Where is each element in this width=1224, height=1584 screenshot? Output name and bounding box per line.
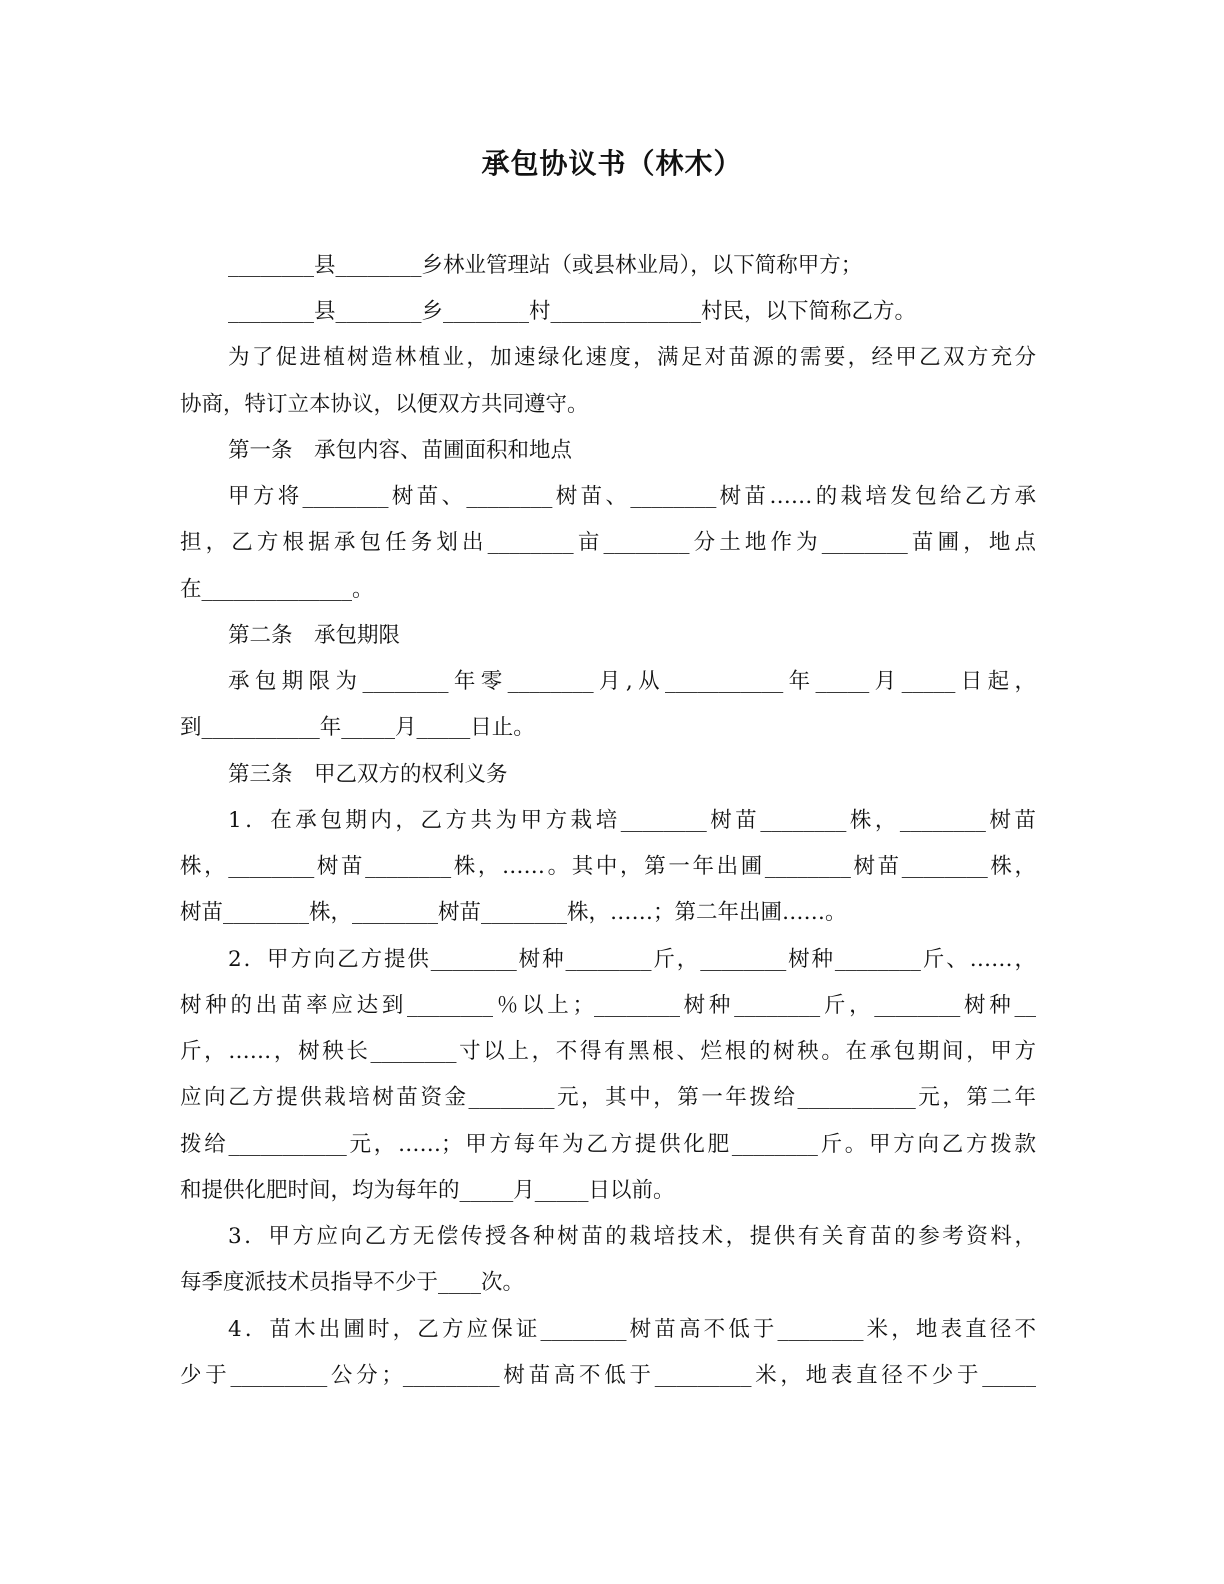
article-1-heading [228, 435, 572, 467]
text-line: 4．苗木出圃时，乙方应保证________树苗高不低于________米，地表直径不 [228, 1317, 1036, 1342]
text-line: 每季度派技术员指导不少于____次。 [180, 1270, 525, 1295]
text-line: 在______________。 [180, 577, 374, 602]
clause-1-line [180, 851, 1036, 883]
clause-2-line [180, 1175, 675, 1207]
article-1-line [228, 481, 1036, 513]
article-2-heading [228, 620, 400, 652]
party-b-line [228, 296, 916, 328]
text-line: 第一条 承包内容、苗圃面积和地点 [228, 438, 573, 463]
text-line: 承包期限为________年零________月,从___________年_____月_____日起， [228, 669, 1036, 694]
text-line: 甲方将________树苗、________树苗、________树苗……的栽培发包给乙方承 [228, 484, 1036, 509]
text-line: 1．在承包期内，乙方共为甲方栽培________树苗________株，________树苗 [228, 808, 1036, 833]
text-line: 2．甲方向乙方提供________树种________斤，________树种________斤、……， [228, 947, 1036, 972]
preamble-line [180, 389, 589, 421]
clause-2-line [228, 944, 1036, 976]
preamble-line [228, 342, 1036, 374]
text-line: 协商，特订立本协议，以便双方共同遵守。 [180, 392, 589, 417]
clause-2-line [180, 1129, 1036, 1161]
text-line: 株，________树苗________株，……。其中，第一年出圃________树苗________株， [180, 854, 1036, 879]
text-line: 到___________年_____月_____日止。 [180, 715, 535, 740]
clause-2-line [180, 1082, 1036, 1114]
party-a-line [228, 250, 862, 282]
text-line: 和提供化肥时间，均为每年的_____月_____日以前。 [180, 1178, 675, 1203]
text-line: 为了促进植树造林植业，加速绿化速度，满足对苗源的需要，经甲乙双方充分 [228, 345, 1036, 370]
clause-2-line [180, 1036, 1036, 1068]
document-title: 承包协议书（林木） [481, 147, 743, 180]
text-line: 第三条 甲乙双方的权利义务 [228, 762, 508, 787]
clause-3-line [228, 1221, 1036, 1253]
article-1-line [180, 574, 374, 606]
clause-2-line [180, 990, 1036, 1022]
text-line: 树苗________株，________树苗________株，……；第二年出圃……。 [180, 900, 847, 925]
text-line: 斤，……，树秧长________寸以上，不得有黑根、烂根的树秧。在承包期间，甲方 [180, 1039, 1036, 1064]
text-line: 应向乙方提供栽培树苗资金________元，其中，第一年拨给___________元，第二年 [180, 1085, 1036, 1110]
clause-4-line [180, 1360, 1036, 1392]
article-1-line [180, 527, 1036, 559]
clause-3-line [180, 1267, 524, 1299]
clause-4-line [228, 1314, 1036, 1346]
article-2-line [228, 666, 1036, 698]
text-line: 少于_________公分；_________树苗高不低于_________米，地表直径不少于_____ [180, 1363, 1036, 1388]
article-2-line [180, 712, 535, 744]
article-3-heading [228, 759, 508, 791]
text-line: ________县________乡林业管理站（或县林业局），以下简称甲方； [228, 253, 863, 278]
clause-1-line [228, 805, 1036, 837]
text-line: ________县________乡________村______________村民，以下简称乙方。 [228, 299, 917, 324]
text-line: 3．甲方应向乙方无偿传授各种树苗的栽培技术，提供有关育苗的参考资料， [228, 1224, 1036, 1249]
text-line: 拨给___________元，……；甲方每年为乙方提供化肥________斤。甲方向乙方拨款 [180, 1132, 1036, 1157]
text-line: 担，乙方根据承包任务划出________亩________分土地作为________苗圃，地点 [180, 530, 1036, 555]
clause-1-line [180, 897, 847, 929]
text-line: 第二条 承包期限 [228, 623, 401, 648]
text-line: 树种的出苗率应达到________％以上；________树种________斤，________树种__ [180, 993, 1036, 1018]
